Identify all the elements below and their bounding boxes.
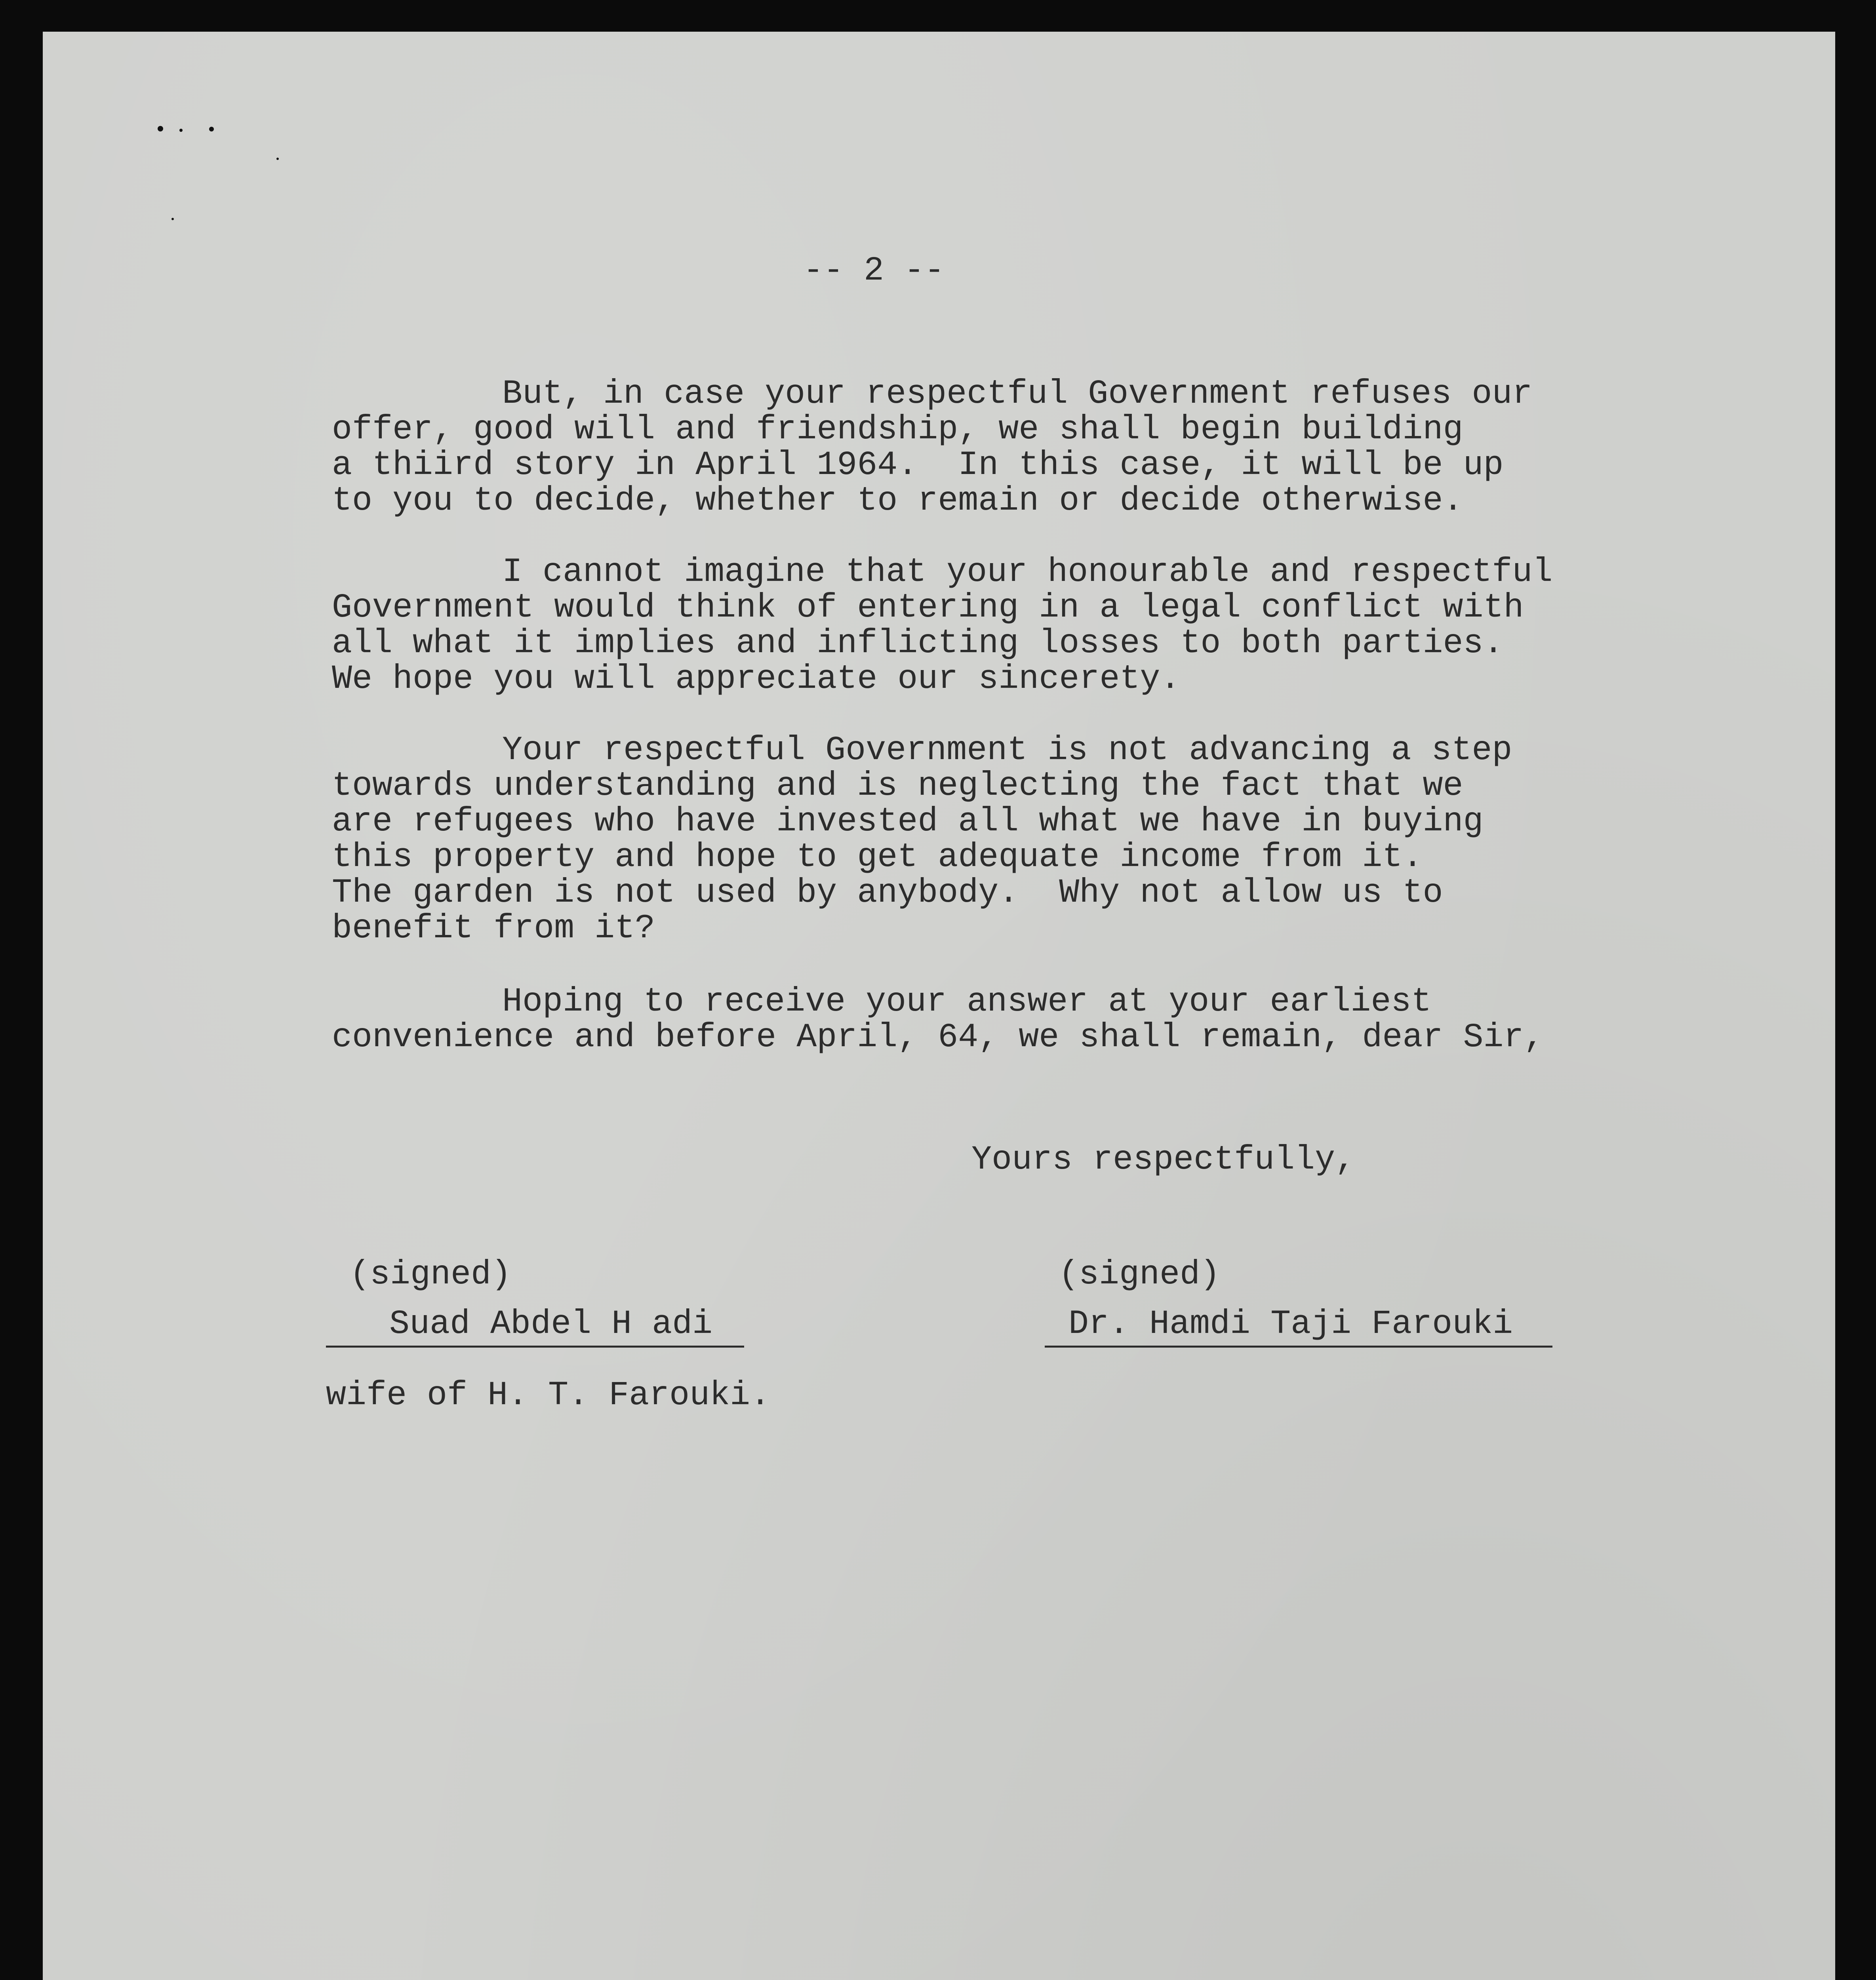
paragraph-line: But, in case your respectful Government refuses our [502, 375, 1533, 413]
paragraph-2 [332, 554, 1758, 697]
paragraph-line: are refugees who have invested all what we have in buying [332, 802, 1484, 841]
left-signatory-note: wife of H. T. Farouki. [326, 1376, 771, 1415]
paper-speck [171, 218, 174, 220]
right-signatory-name: Dr. Hamdi Taji Farouki [1045, 1305, 1552, 1348]
paragraph-3 [332, 733, 1758, 946]
left-signatory-name: Suad Abdel H adi [326, 1305, 744, 1348]
paragraph-line: to you to decide, whether to remain or decide otherwise. [332, 482, 1463, 520]
closing-salutation: Yours respectfully, [971, 1140, 1356, 1179]
paper-speck [158, 126, 163, 131]
paragraph-line: Hoping to receive your answer at your earliest [502, 982, 1432, 1021]
paragraph-line: all what it implies and inflicting losses to both parties. [332, 624, 1504, 663]
paragraph-line: a thiird story in April 1964. In this case, it will be up [332, 446, 1504, 484]
left-signed-label: (signed) [350, 1255, 512, 1294]
paragraph-line: The garden is not used by anybody. Why not allow us to [332, 874, 1443, 912]
paragraph-line: benefit from it? [332, 909, 655, 948]
paragraph-line: We hope you will appreciate our sincerety. [332, 660, 1181, 698]
paragraph-line: this property and hope to get adequate income from it. [332, 838, 1423, 876]
paragraph-4 [332, 984, 1758, 1055]
paragraph-line: Your respectful Government is not advancing a step [502, 731, 1512, 769]
paragraph-line: offer, good will and friendship, we shall begin building [332, 410, 1463, 449]
right-signed-label: (signed) [1059, 1255, 1221, 1294]
paper-speck [179, 129, 183, 132]
paper-speck [276, 158, 279, 160]
paper-speck [209, 127, 214, 131]
paragraph-line: I cannot imagine that your honourable and respectful [502, 553, 1553, 591]
paragraph-1 [332, 376, 1758, 519]
paragraph-line: convenience and before April, 64, we shall remain, dear Sir, [332, 1018, 1544, 1057]
paragraph-line: Government would think of entering in a legal conflict with [332, 588, 1524, 627]
paragraph-line: towards understanding and is neglecting the fact that we [332, 767, 1463, 805]
paper-sheet [43, 32, 1835, 1980]
page-number: -- 2 -- [803, 251, 945, 290]
